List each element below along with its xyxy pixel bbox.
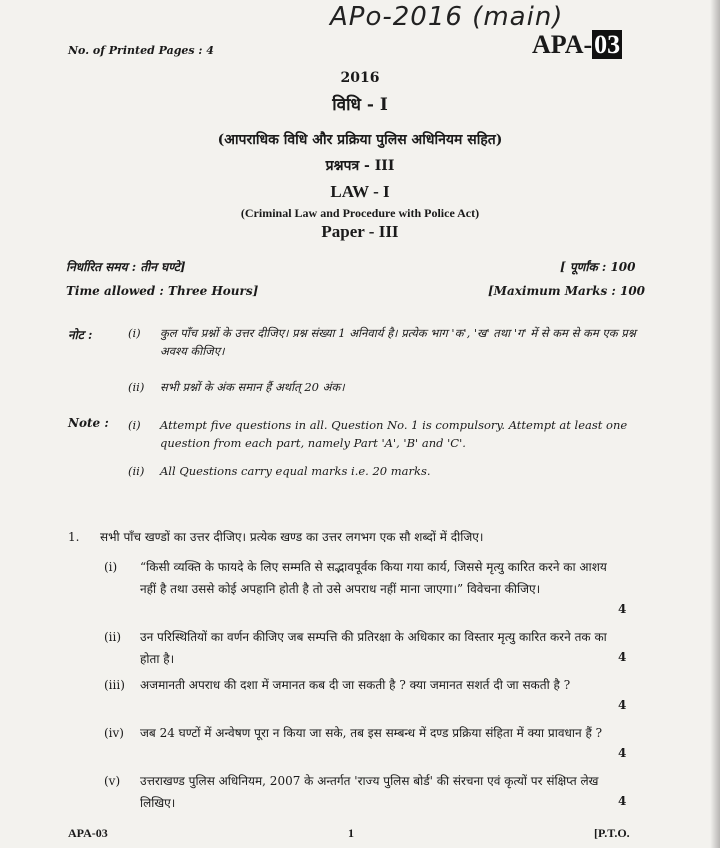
note-hindi-label: नोट :: [68, 328, 93, 342]
note-hindi-item-text: कुल पाँच प्रश्नों के उत्तर दीजिए। प्रश्न संख्या 1 अनिवार्य है। प्रत्येक भाग 'क', 'ख' तथा 'ग' में से कम से कम एक प्रश्न अवश्य कीजिए।: [160, 326, 636, 358]
time-english: Time allowed : Three Hours]: [66, 284, 259, 298]
paper-code: [532, 30, 622, 60]
sub-question-marks: 4: [618, 602, 627, 616]
english-subtitle: (Criminal Law and Procedure with Police Act): [240, 206, 480, 220]
note-english-item-text: All Questions carry equal marks i.e. 20 marks.: [160, 464, 431, 478]
paper-code-number: 03: [594, 30, 621, 59]
question-number: 1.: [68, 530, 80, 544]
note-hindi-item-num: (ii): [128, 380, 145, 394]
sub-question-text: अजमानती अपराध की दशा में जमानत कब दी जा सकती है ? क्या जमानत सशर्त दी जा सकती है ?: [140, 678, 571, 692]
paper-code-prefix: APA-: [532, 30, 593, 59]
note-english-label: Note :: [68, 416, 109, 430]
handwritten-note: APo-2016 (main): [330, 2, 564, 32]
scan-edge-shadow: [710, 0, 720, 848]
note-hindi-item-text: सभी प्रश्नों के अंक समान हैं अर्थात् 20 अंक।: [160, 380, 345, 394]
hindi-title: विधि - I: [332, 95, 388, 115]
question-intro: सभी पाँच खण्डों का उत्तर दीजिए। प्रत्येक खण्ड का उत्तर लगभग एक सौ शब्दों में दीजिए।: [100, 530, 484, 544]
sub-question-num: (v): [104, 774, 121, 788]
hindi-subtitle: (आपराधिक विधि और प्रक्रिया पुलिस अधिनियम सहित): [217, 132, 503, 148]
hindi-paper: प्रश्नपत्र - III: [325, 158, 395, 174]
sub-question-marks: 4: [618, 698, 627, 712]
exam-year: 2016: [340, 70, 380, 86]
sub-question-text: उत्तराखण्ड पुलिस अधिनियम, 2007 के अन्तर्गत 'राज्य पुलिस बोर्ड' की संरचना एवं कृत्यों पर संक्षिप्त लेख लिखिए।: [140, 774, 599, 810]
sub-question-marks: 4: [618, 746, 627, 760]
time-hindi: निर्धारित समय : तीन घण्टे]: [66, 260, 186, 274]
sub-question-marks: 4: [618, 794, 627, 808]
note-english-item-num: (ii): [128, 464, 145, 478]
footer-page-number: 1: [348, 826, 354, 840]
sub-question-text: “किसी व्यक्ति के फायदे के लिए सम्मति से सद्भावपूर्वक किया गया कार्य, जिससे मृत्यु कारित करने का आशय नहीं है तथा उससे कोई अपहानि होती है तो उसे अपराध नहीं माना जाएगा।” विवेचना कीजिए।: [140, 560, 607, 596]
english-paper: Paper - III: [321, 222, 399, 241]
note-english-item-text: Attempt five questions in all. Question No. 1 is compulsory. Attempt at least one question from each part, namely Part 'A', 'B' and 'C'.: [160, 418, 628, 450]
sub-question-text: जब 24 घण्टों में अन्वेषण पूरा न किया जा सके, तब इस सम्बन्ध में दण्ड प्रक्रिया संहिता में क्या प्रावधान हैं ?: [140, 726, 603, 740]
sub-question-num: (ii): [104, 630, 122, 644]
sub-question-marks: 4: [618, 650, 627, 664]
marks-hindi: [ पूर्णांक : 100: [560, 260, 636, 274]
footer-pto: [P.T.O.: [594, 826, 630, 840]
marks-english: [Maximum Marks : 100: [488, 284, 646, 298]
sub-question-num: (i): [104, 560, 118, 574]
footer-code: APA-03: [68, 826, 108, 840]
note-hindi-item-num: (i): [128, 326, 141, 340]
printed-pages: No. of Printed Pages : 4: [68, 44, 214, 57]
english-title: LAW - I: [330, 182, 390, 201]
sub-question-num: (iii): [104, 678, 125, 692]
sub-question-num: (iv): [104, 726, 124, 740]
sub-question-text: उन परिस्थितियों का वर्णन कीजिए जब सम्पत्ति की प्रतिरक्षा के अधिकार का विस्तार मृत्यु कारित करने तक का होता है।: [140, 630, 607, 666]
note-english-item-num: (i): [128, 418, 141, 432]
